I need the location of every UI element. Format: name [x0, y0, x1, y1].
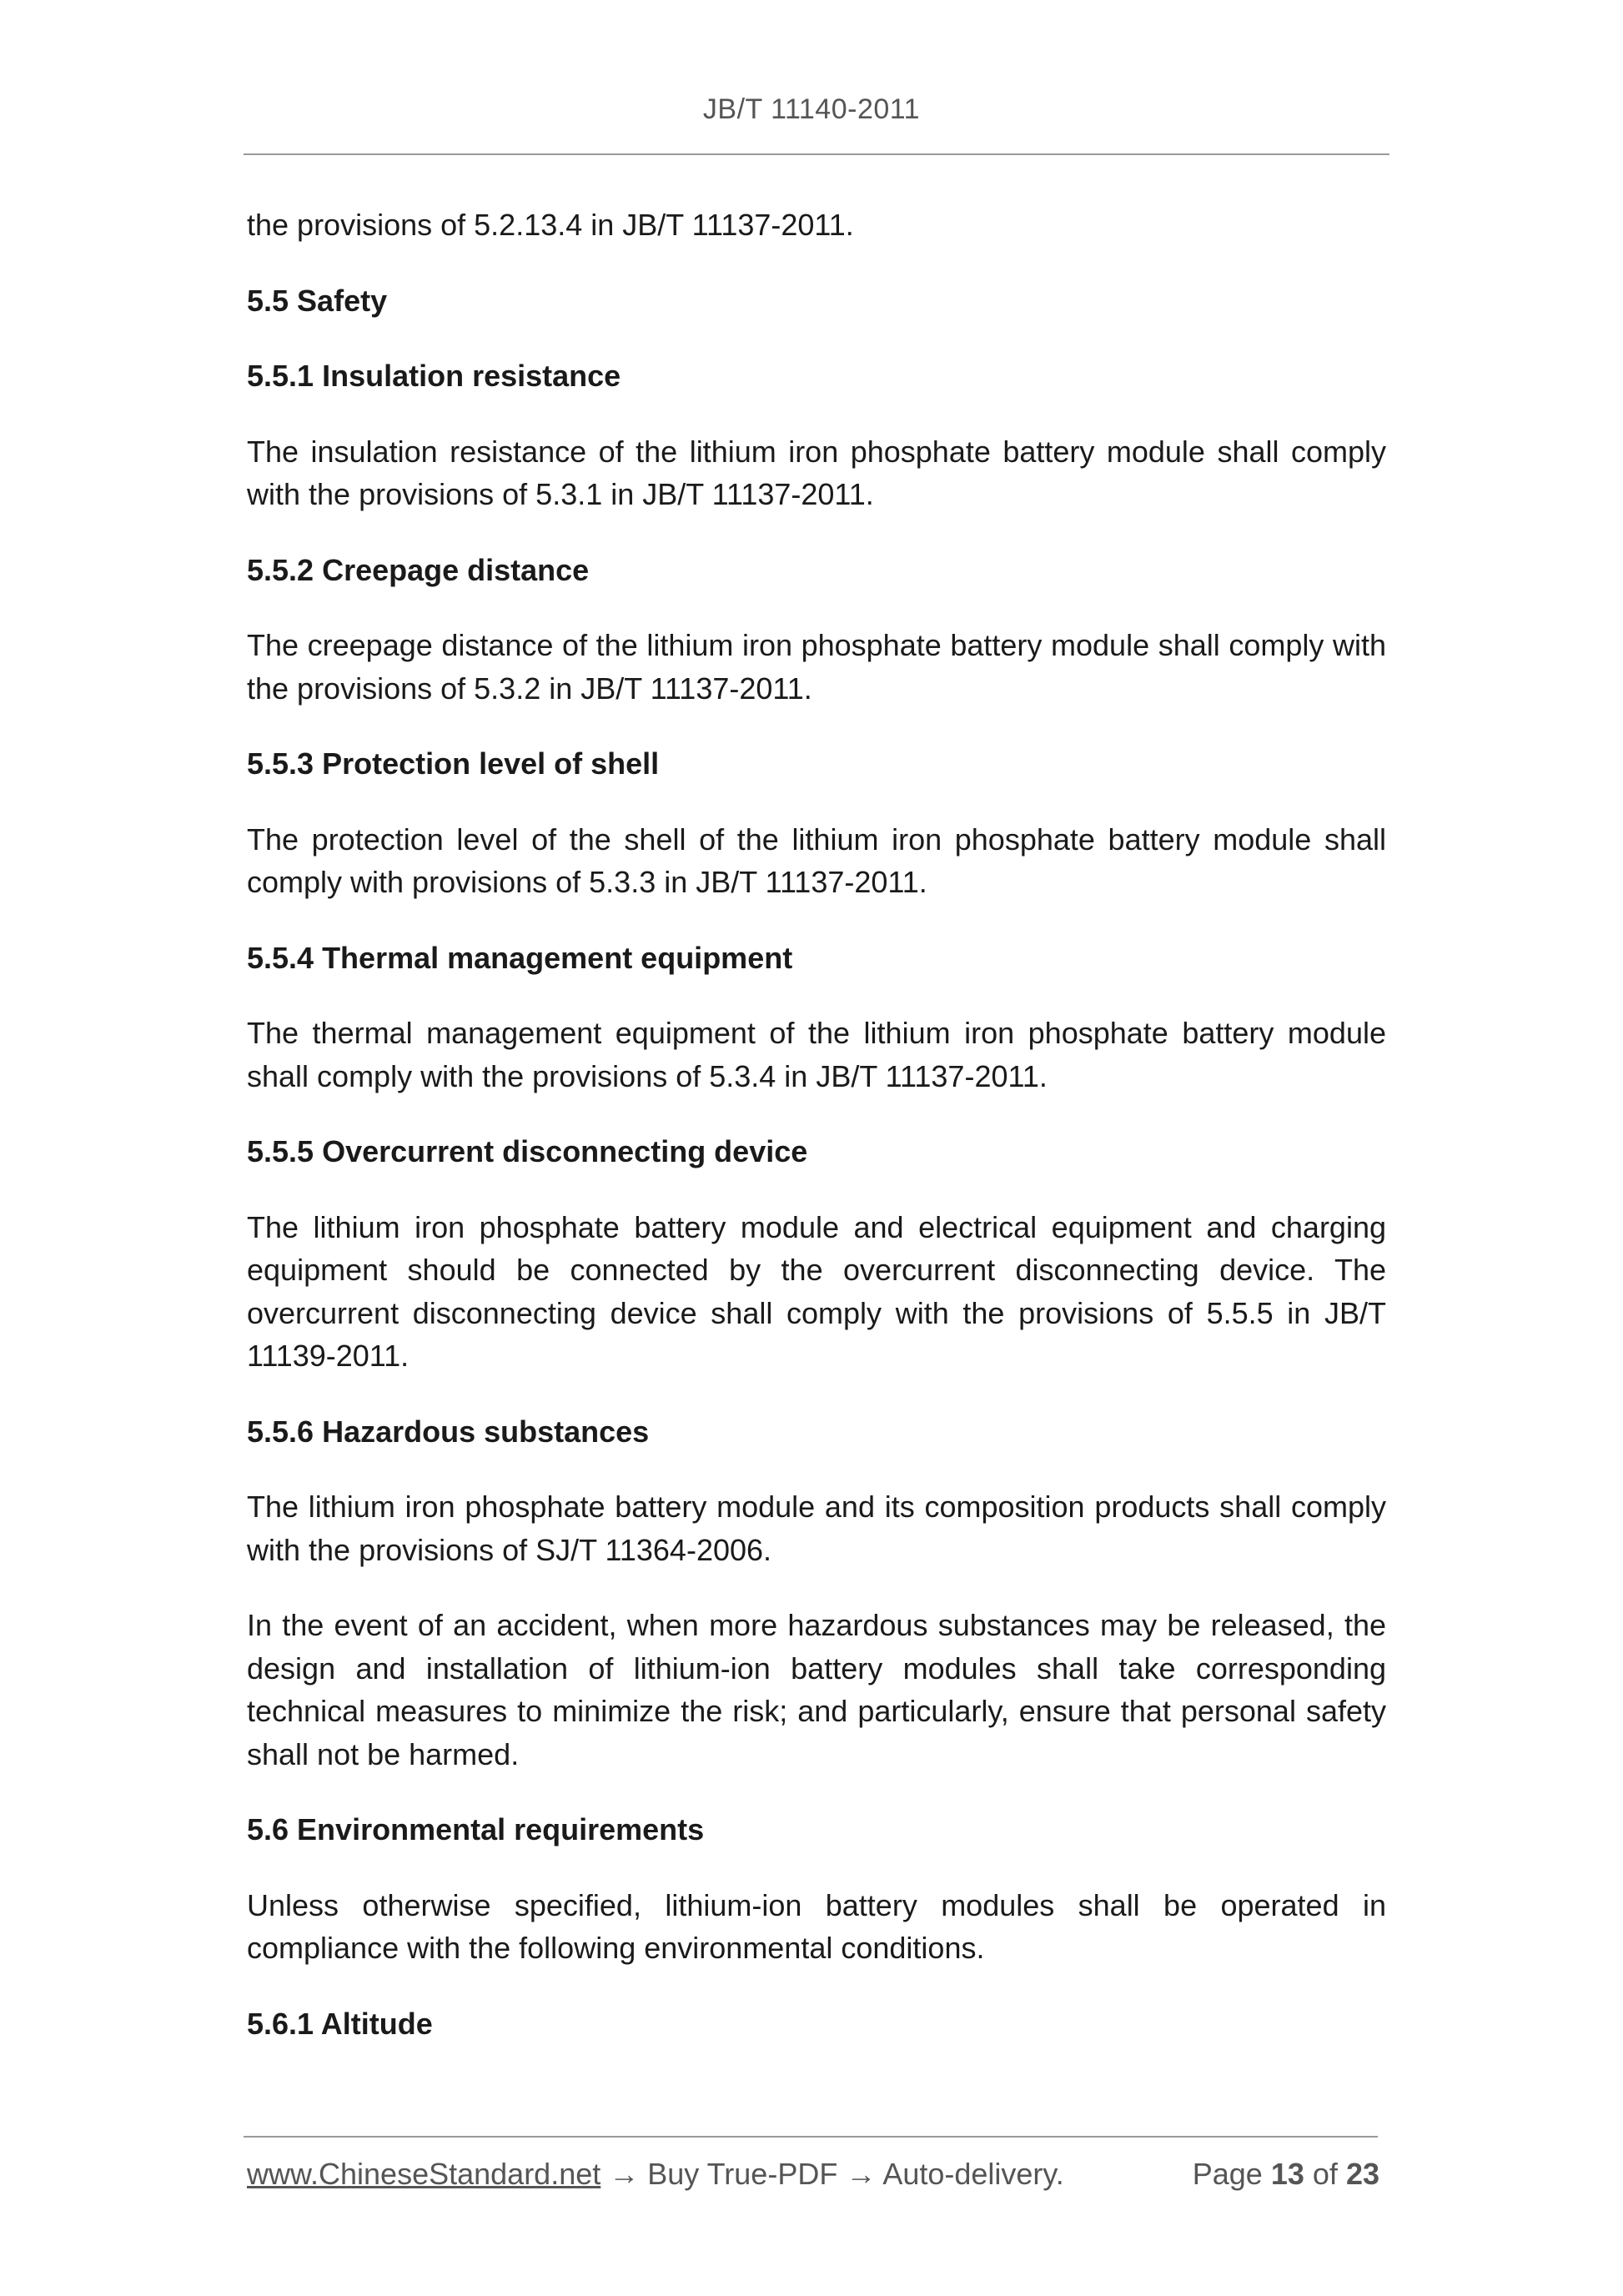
paragraph: Unless otherwise specified, lithium-ion battery modules shall be operated in compliance with the following environmental conditions. — [247, 1887, 1386, 1965]
header-divider — [244, 153, 1389, 155]
section-heading: 5.5.3 Protection level of shell — [247, 746, 660, 781]
footer-tagline: → Buy True-PDF → Auto-delivery. — [600, 2157, 1064, 2191]
page-current: 13 — [1270, 2157, 1304, 2191]
footer-left — [247, 2157, 1064, 2192]
page-label: Page — [1192, 2157, 1263, 2191]
document-body — [247, 203, 1386, 2077]
page-header-title: JB/T 11140-2011 — [702, 93, 921, 125]
page-indicator — [1193, 2157, 1379, 2192]
paragraph: The lithium iron phosphate battery module and electrical equipment and charging equipment should be connected by the overcurrent disconnecting device. The overcurrent disconnecting device shall comply with the provisions of 5.5.5 in JB/T 11139-2011. — [247, 1209, 1386, 1373]
website-link[interactable]: www.ChineseStandard.net — [247, 2157, 601, 2191]
paragraph: the provisions of 5.2.13.4 in JB/T 11137-2011. — [247, 208, 854, 242]
section-heading: 5.5 Safety — [247, 283, 388, 318]
section-heading: 5.5.2 Creepage distance — [247, 552, 590, 587]
paragraph: The protection level of the shell of the lithium iron phosphate battery module shall comply with provisions of 5.3.3 in JB/T 11137-2011. — [247, 821, 1386, 899]
paragraph: The thermal management equipment of the lithium iron phosphate battery module shall comply with the provisions of 5.3.4 in JB/T 11137-2011. — [247, 1016, 1386, 1093]
section-heading: 5.6 Environmental requirements — [247, 1812, 705, 1846]
section-heading: 5.5.5 Overcurrent disconnecting device — [247, 1134, 808, 1168]
section-heading: 5.6.1 Altitude — [247, 2006, 433, 2041]
paragraph: The insulation resistance of the lithium iron phosphate battery module shall comply with the provisions of 5.3.1 in JB/T 11137-2011. — [247, 434, 1386, 511]
page-footer — [247, 2157, 1379, 2192]
section-heading: 5.5.4 Thermal management equipment — [247, 940, 793, 975]
section-heading: 5.5.6 Hazardous substances — [247, 1414, 650, 1449]
page-total: 23 — [1345, 2157, 1379, 2191]
paragraph: The lithium iron phosphate battery module and its composition products shall comply with the provisions of SJ/T 11364-2006. — [247, 1490, 1386, 1567]
section-heading: 5.5.1 Insulation resistance — [247, 359, 621, 393]
paragraph: In the event of an accident, when more hazardous substances may be released, the design and installation of lithium-ion battery modules shall take corresponding technical measures to minimize the risk; and particularly, ensure that personal safety shall not be harmed. — [247, 1608, 1386, 1771]
of-label: of — [1312, 2157, 1338, 2191]
footer-divider — [244, 2136, 1378, 2138]
paragraph: The creepage distance of the lithium iron phosphate battery module shall comply with the provisions of 5.3.2 in JB/T 11137-2011. — [247, 628, 1386, 706]
